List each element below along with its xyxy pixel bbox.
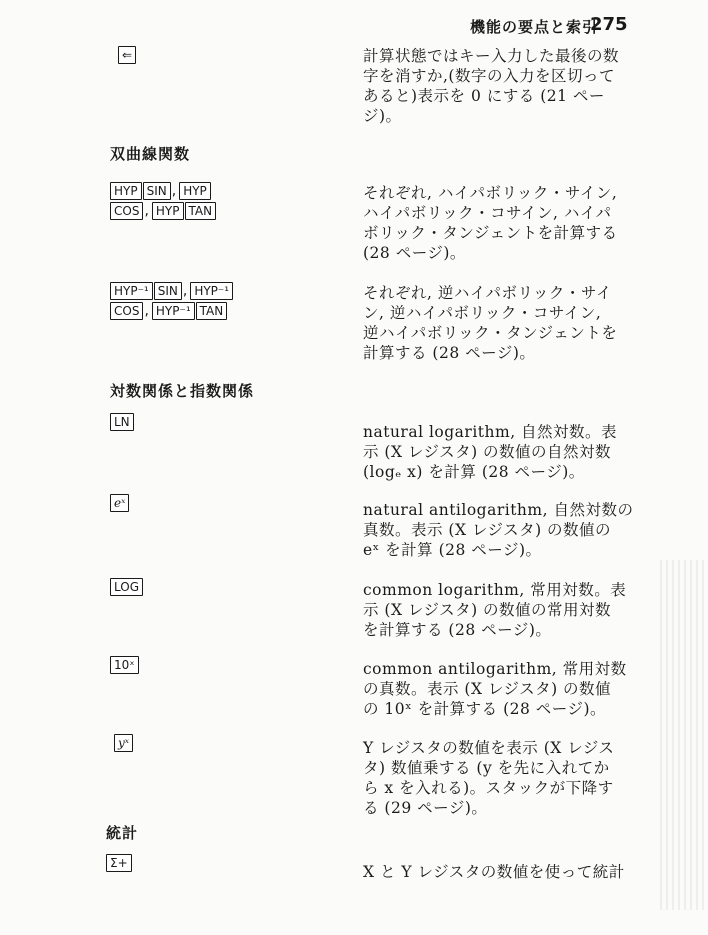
desc-line: 計算状態ではキー入力した最後の数 <box>363 47 620 65</box>
ten-power-x-key: 10ˣ <box>110 656 139 674</box>
sigma-description <box>363 862 638 882</box>
yx-description <box>363 738 638 818</box>
desc-line: ン, 逆ハイパボリック・コサイン, <box>363 304 602 322</box>
desc-line: 字を消すか,(数字の入力を区切って <box>363 67 615 85</box>
sin-key: SIN <box>154 282 182 300</box>
comma-separator: , <box>182 283 188 299</box>
section-heading-log-exp: 対数関係と指数関係 <box>110 382 255 400</box>
desc-line: を計算する (28 ページ)。 <box>363 621 552 639</box>
scan-edge-noise <box>660 560 708 910</box>
desc-line: る (29 ページ)。 <box>363 799 488 817</box>
hyp-inverse-key: HYP⁻¹ <box>110 282 153 300</box>
desc-line: natural logarithm, 自然対数。表 <box>363 423 618 441</box>
ex-key-row <box>110 494 130 512</box>
ex-description <box>363 500 638 560</box>
section-heading-hyperbolic: 双曲線関数 <box>110 145 191 163</box>
desc-line: eˣ を計算 (28 ページ)。 <box>363 541 542 559</box>
desc-line: ら x を入れる)。スタックが下降す <box>363 779 614 797</box>
hyp-key: HYP <box>110 182 142 200</box>
log-key: LOG <box>110 578 143 596</box>
cos-key: COS <box>110 202 143 220</box>
sigma-plus-key: Σ+ <box>106 854 132 872</box>
yx-key-row <box>114 734 134 752</box>
backspace-description <box>363 46 638 126</box>
sin-key: SIN <box>143 182 171 200</box>
sigma-key-row <box>106 854 133 872</box>
comma-separator: , <box>171 183 177 199</box>
desc-line: common logarithm, 常用対数。表 <box>363 581 627 599</box>
inverse-hyperbolic-description <box>363 283 638 363</box>
log-key-row <box>110 578 144 596</box>
comma-separator: , <box>144 203 149 219</box>
desc-line: タ) 数値乗する (y を先に入れてか <box>363 759 610 777</box>
desc-line: の 10ˣ を計算する (28 ページ)。 <box>363 700 607 718</box>
hyp-key-row-2 <box>110 202 217 220</box>
comma-separator: , <box>144 303 149 319</box>
tenx-description <box>363 659 638 719</box>
desc-line: あると)表示を 0 にする (21 ペー <box>363 87 605 105</box>
desc-line: common antilogarithm, 常用対数 <box>363 660 627 678</box>
y-power-x-key: yˣ <box>114 734 133 752</box>
hypinv-key-row-1 <box>110 282 234 300</box>
ln-description <box>363 422 638 482</box>
hyp-inverse-key: HYP⁻¹ <box>190 282 233 300</box>
tan-key: TAN <box>185 202 217 220</box>
hyperbolic-description <box>363 183 638 263</box>
page-number: 275 <box>590 14 628 35</box>
ln-key-row <box>110 413 135 431</box>
ln-key: LN <box>110 413 134 431</box>
tenx-key-row <box>110 656 140 674</box>
desc-line: 示 (X レジスタ) の数値の自然対数 <box>363 443 612 461</box>
desc-line: 逆ハイパボリック・タンジェントを <box>363 324 618 342</box>
section-heading-stats: 統計 <box>106 824 139 842</box>
log-description <box>363 580 638 640</box>
backspace-key: ⇐ <box>118 46 136 64</box>
hyp-key: HYP <box>179 182 211 200</box>
desc-line: (28 ページ)。 <box>363 244 466 262</box>
hypinv-key-row-2 <box>110 302 228 320</box>
desc-line: natural antilogarithm, 自然対数の <box>363 501 634 519</box>
hyp-key: HYP <box>152 202 184 220</box>
backspace-key-row <box>118 46 137 64</box>
hyp-key-row-1 <box>110 182 212 200</box>
hyp-inverse-key: HYP⁻¹ <box>152 302 195 320</box>
desc-line: の真数。表示 (X レジスタ) の数値 <box>363 680 612 698</box>
desc-line: X と Y レジスタの数値を使って統計 <box>363 863 625 881</box>
desc-line: 示 (X レジスタ) の数値の常用対数 <box>363 601 612 619</box>
desc-line: それぞれ, ハイパボリック・サイン, <box>363 184 618 202</box>
running-header-title: 機能の要点と索引 <box>470 18 599 36</box>
desc-line: 真数。表示 (X レジスタ) の数値の <box>363 521 612 539</box>
cos-key: COS <box>110 302 143 320</box>
desc-line: (logₑ x) を計算 (28 ページ)。 <box>363 463 585 481</box>
desc-line: Y レジスタの数値を表示 (X レジス <box>363 739 615 757</box>
desc-line: ハイパボリック・コサイン, ハイパ <box>363 204 612 222</box>
desc-line: ジ)。 <box>363 107 402 125</box>
tan-key: TAN <box>196 302 228 320</box>
desc-line: それぞれ, 逆ハイパボリック・サイ <box>363 284 612 302</box>
desc-line: 計算する (28 ページ)。 <box>363 344 536 362</box>
e-power-x-key: eˣ <box>110 494 129 512</box>
desc-line: ボリック・タンジェントを計算する <box>363 224 618 242</box>
